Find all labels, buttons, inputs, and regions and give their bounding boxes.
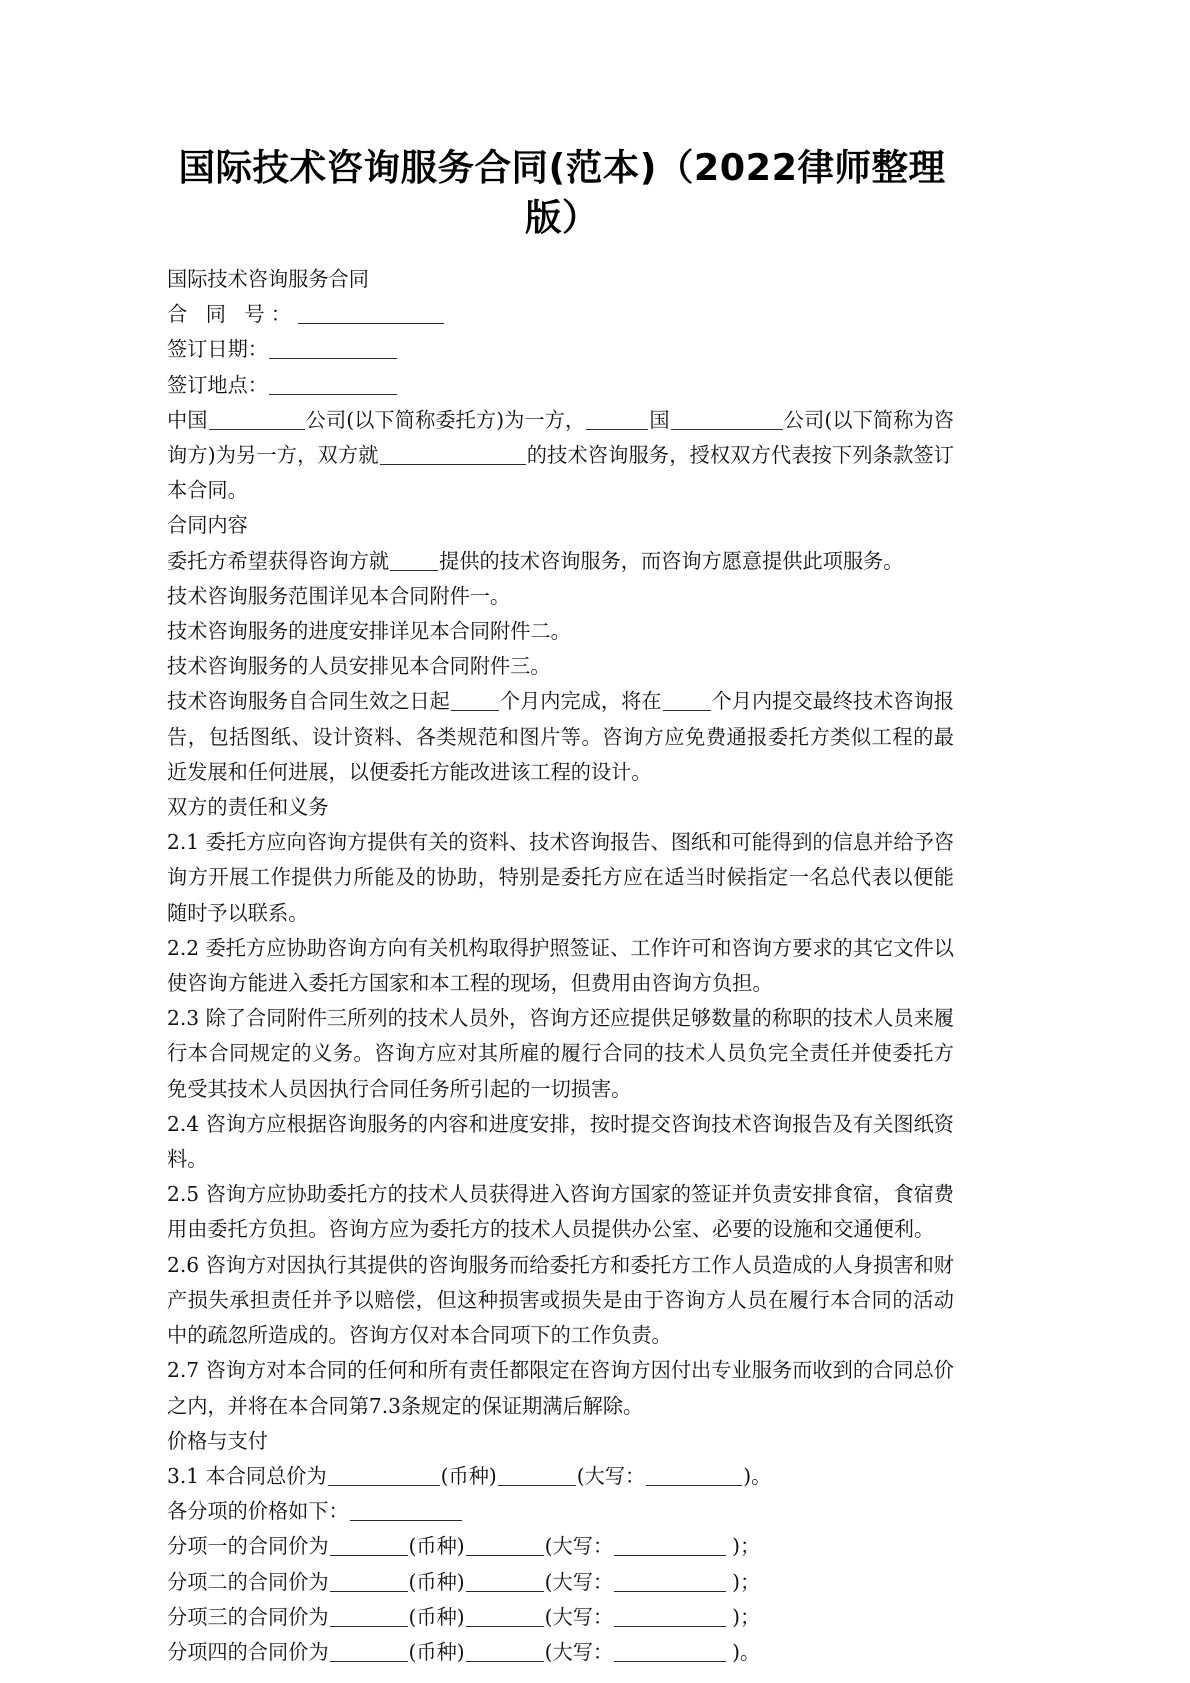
subtotal-label-row [167,1494,954,1529]
sub-item-price-blank[interactable] [330,1571,408,1591]
sign-date-label: 签订日期： [167,337,268,362]
contract-number-blank[interactable] [298,304,444,324]
sub-item-row [167,1600,954,1635]
sub-item-row [167,1529,954,1564]
clause-1-5-text-c: 个月内提交最终技术咨询报告，包括图纸、设计资料、各类规范和图片等。咨询方应免费通报委托方类似工程的最近发展和任何进展，以便委托方能改进该工程的设计。 [167,689,954,784]
sub-item-mid: (币种) [408,1604,465,1629]
sub-item-suffix: )； [732,1569,761,1594]
sub-item-price-blank[interactable] [330,1536,408,1556]
clause-3-1-text-c: (大写： [576,1463,646,1488]
document-body [167,262,954,1670]
clause-1-3: 技术咨询服务的进度安排详见本合同附件二。 [167,619,571,644]
clause-2-7: 2.7 咨询方对本合同的任何和所有责任都限定在咨询方因付出专业服务而收到的合同总价之内，并将在本合同第7.3条规定的保证期满后解除。 [167,1358,954,1418]
clause-3-1-text-b: (币种) [440,1463,497,1488]
sub-item-price-blank[interactable] [330,1642,408,1662]
parties-text-3: 国 [649,407,670,432]
section-heading-duties: 双方的责任和义务 [167,795,329,820]
contract-number-label: 合 同 号： [167,302,297,327]
sub-item-prefix: 分项三的合同价为 [167,1604,329,1629]
sign-place-blank[interactable] [269,374,397,394]
sub-item-mid: (币种) [408,1569,465,1594]
sub-item-currency-blank[interactable] [466,1642,544,1662]
sub-item-suffix: )； [732,1604,761,1629]
sub-item-upper: (大写： [544,1569,614,1594]
section-heading-contract-content: 合同内容 [167,513,248,538]
clause-1-1-text-a: 委托方希望获得咨询方就 [167,548,390,573]
total-price-blank[interactable] [328,1466,440,1486]
clause-1-5-months-blank-2[interactable] [663,691,711,711]
clause-2-1: 2.1 委托方应向咨询方提供有关的资料、技术咨询报告、图纸和可能得到的信息并给予咨询方开展工作提供力所能及的协助，特别是委托方应在适当时候指定一名总代表以便能随时予以联系。 [167,830,954,925]
clause-2-6: 2.6 咨询方对因执行其提供的咨询服务而给委托方和委托方工作人员造成的人身损害和财产损失承担责任并予以赔偿，但这种损害或损失是由于咨询方人员在履行本合同的活动中的疏忽所造成的。咨询方仅对本合同项下的工作负责。 [167,1252,954,1348]
sub-item-price-blank[interactable] [330,1607,408,1627]
sub-item-currency-blank[interactable] [466,1536,544,1556]
parties-text-6: 的技术咨询服务，授权双方代表按下列条款签订本合同。 [167,443,954,503]
sub-item-row [167,1565,954,1600]
sub-item-prefix: 分项一的合同价为 [167,1534,329,1559]
sign-place-label: 签订地点： [167,372,268,397]
clause-1-5-text-b: 个月内完成，将在 [499,689,662,714]
parties-text-2: 公司(以下简称委托方)为一方， [305,407,586,432]
clause-1-1-blank[interactable] [390,550,438,570]
clause-1-5 [167,684,954,790]
clause-2-5: 2.5 咨询方应协助委托方的技术人员获得进入咨询方国家的签证并负责安排食宿，食宿费用由委托方负担。咨询方应为委托方的技术人员提供办公室、必要的设施和交通便利。 [167,1182,954,1242]
sub-item-currency-blank[interactable] [466,1607,544,1627]
party-b-blank[interactable] [671,410,783,430]
clause-3-1-text-d: )。 [743,1463,772,1488]
clause-1-1 [167,544,954,579]
party-a-blank[interactable] [209,410,305,430]
total-currency-blank[interactable] [498,1466,576,1486]
paragraph-parties [167,403,954,509]
sub-item-words-blank[interactable] [614,1642,726,1662]
clause-1-1-text-b: 提供的技术咨询服务，而咨询方愿意提供此项服务。 [439,548,904,573]
field-sign-place [167,368,954,403]
sub-item-mid: (币种) [408,1534,465,1559]
clause-2-4: 2.4 咨询方应根据咨询服务的内容和进度安排，按时提交咨询技术咨询报告及有关图纸资料。 [167,1111,954,1172]
sub-item-words-blank[interactable] [614,1571,726,1591]
sub-item-mid: (币种) [408,1639,465,1664]
sub-item-upper: (大写： [544,1639,614,1664]
clause-1-5-text-a: 技术咨询服务自合同生效之日起 [167,689,450,714]
total-price-words-blank[interactable] [646,1466,742,1486]
sub-item-currency-blank[interactable] [466,1571,544,1591]
sub-item-upper: (大写： [544,1534,614,1559]
sub-item-upper: (大写： [544,1604,614,1629]
parties-text-1: 中国 [167,407,208,432]
clause-3-1-text-a: 3.1 本合同总价为 [167,1463,327,1488]
subtotal-label: 各分项的价格如下： [167,1499,349,1524]
parties-text-4: 公司(以下简称 [783,407,914,432]
sub-item-prefix: 分项四的合同价为 [167,1639,329,1664]
clause-3-1 [167,1459,954,1494]
clause-1-5-months-blank-1[interactable] [451,691,499,711]
field-contract-number [167,297,954,332]
clause-1-2: 技术咨询服务范围详见本合同附件一。 [167,583,511,608]
clause-2-2: 2.2 委托方应协助咨询方向有关机构取得护照签证、工作许可和咨询方要求的其它文件以使咨询方能进入委托方国家和本工程的现场，但费用由咨询方负担。 [167,935,954,996]
service-subject-blank[interactable] [380,445,526,465]
parties-text-5: 为咨询方)为另一方，双方就 [167,407,954,468]
clause-1-4: 技术咨询服务的人员安排见本合同附件三。 [167,654,551,679]
contract-heading-line: 国际技术咨询服务合同 [167,267,369,291]
field-sign-date [167,332,954,367]
sub-item-prefix: 分项二的合同价为 [167,1569,329,1594]
sign-date-blank[interactable] [269,339,397,359]
sub-item-words-blank[interactable] [614,1536,726,1556]
sub-item-row [167,1635,954,1670]
sub-item-suffix: )。 [732,1639,761,1664]
section-heading-price-payment: 价格与支付 [167,1428,268,1453]
sub-item-words-blank[interactable] [614,1607,726,1627]
subtotal-blank[interactable] [350,1501,462,1521]
sub-item-suffix: )； [732,1534,761,1559]
clause-2-3: 2.3 除了合同附件三所列的技术人员外，咨询方还应提供足够数量的称职的技术人员来履行本合同规定的义务。咨询方应对其所雇的履行合同的技术人员负完全责任并使委托方免受其技术人员因执行合同任务所引起的一切损害。 [167,1006,954,1101]
party-b-country-blank[interactable] [586,410,648,430]
page-title: 国际技术咨询服务合同(范本)（2022律师整理版） [178,146,946,239]
